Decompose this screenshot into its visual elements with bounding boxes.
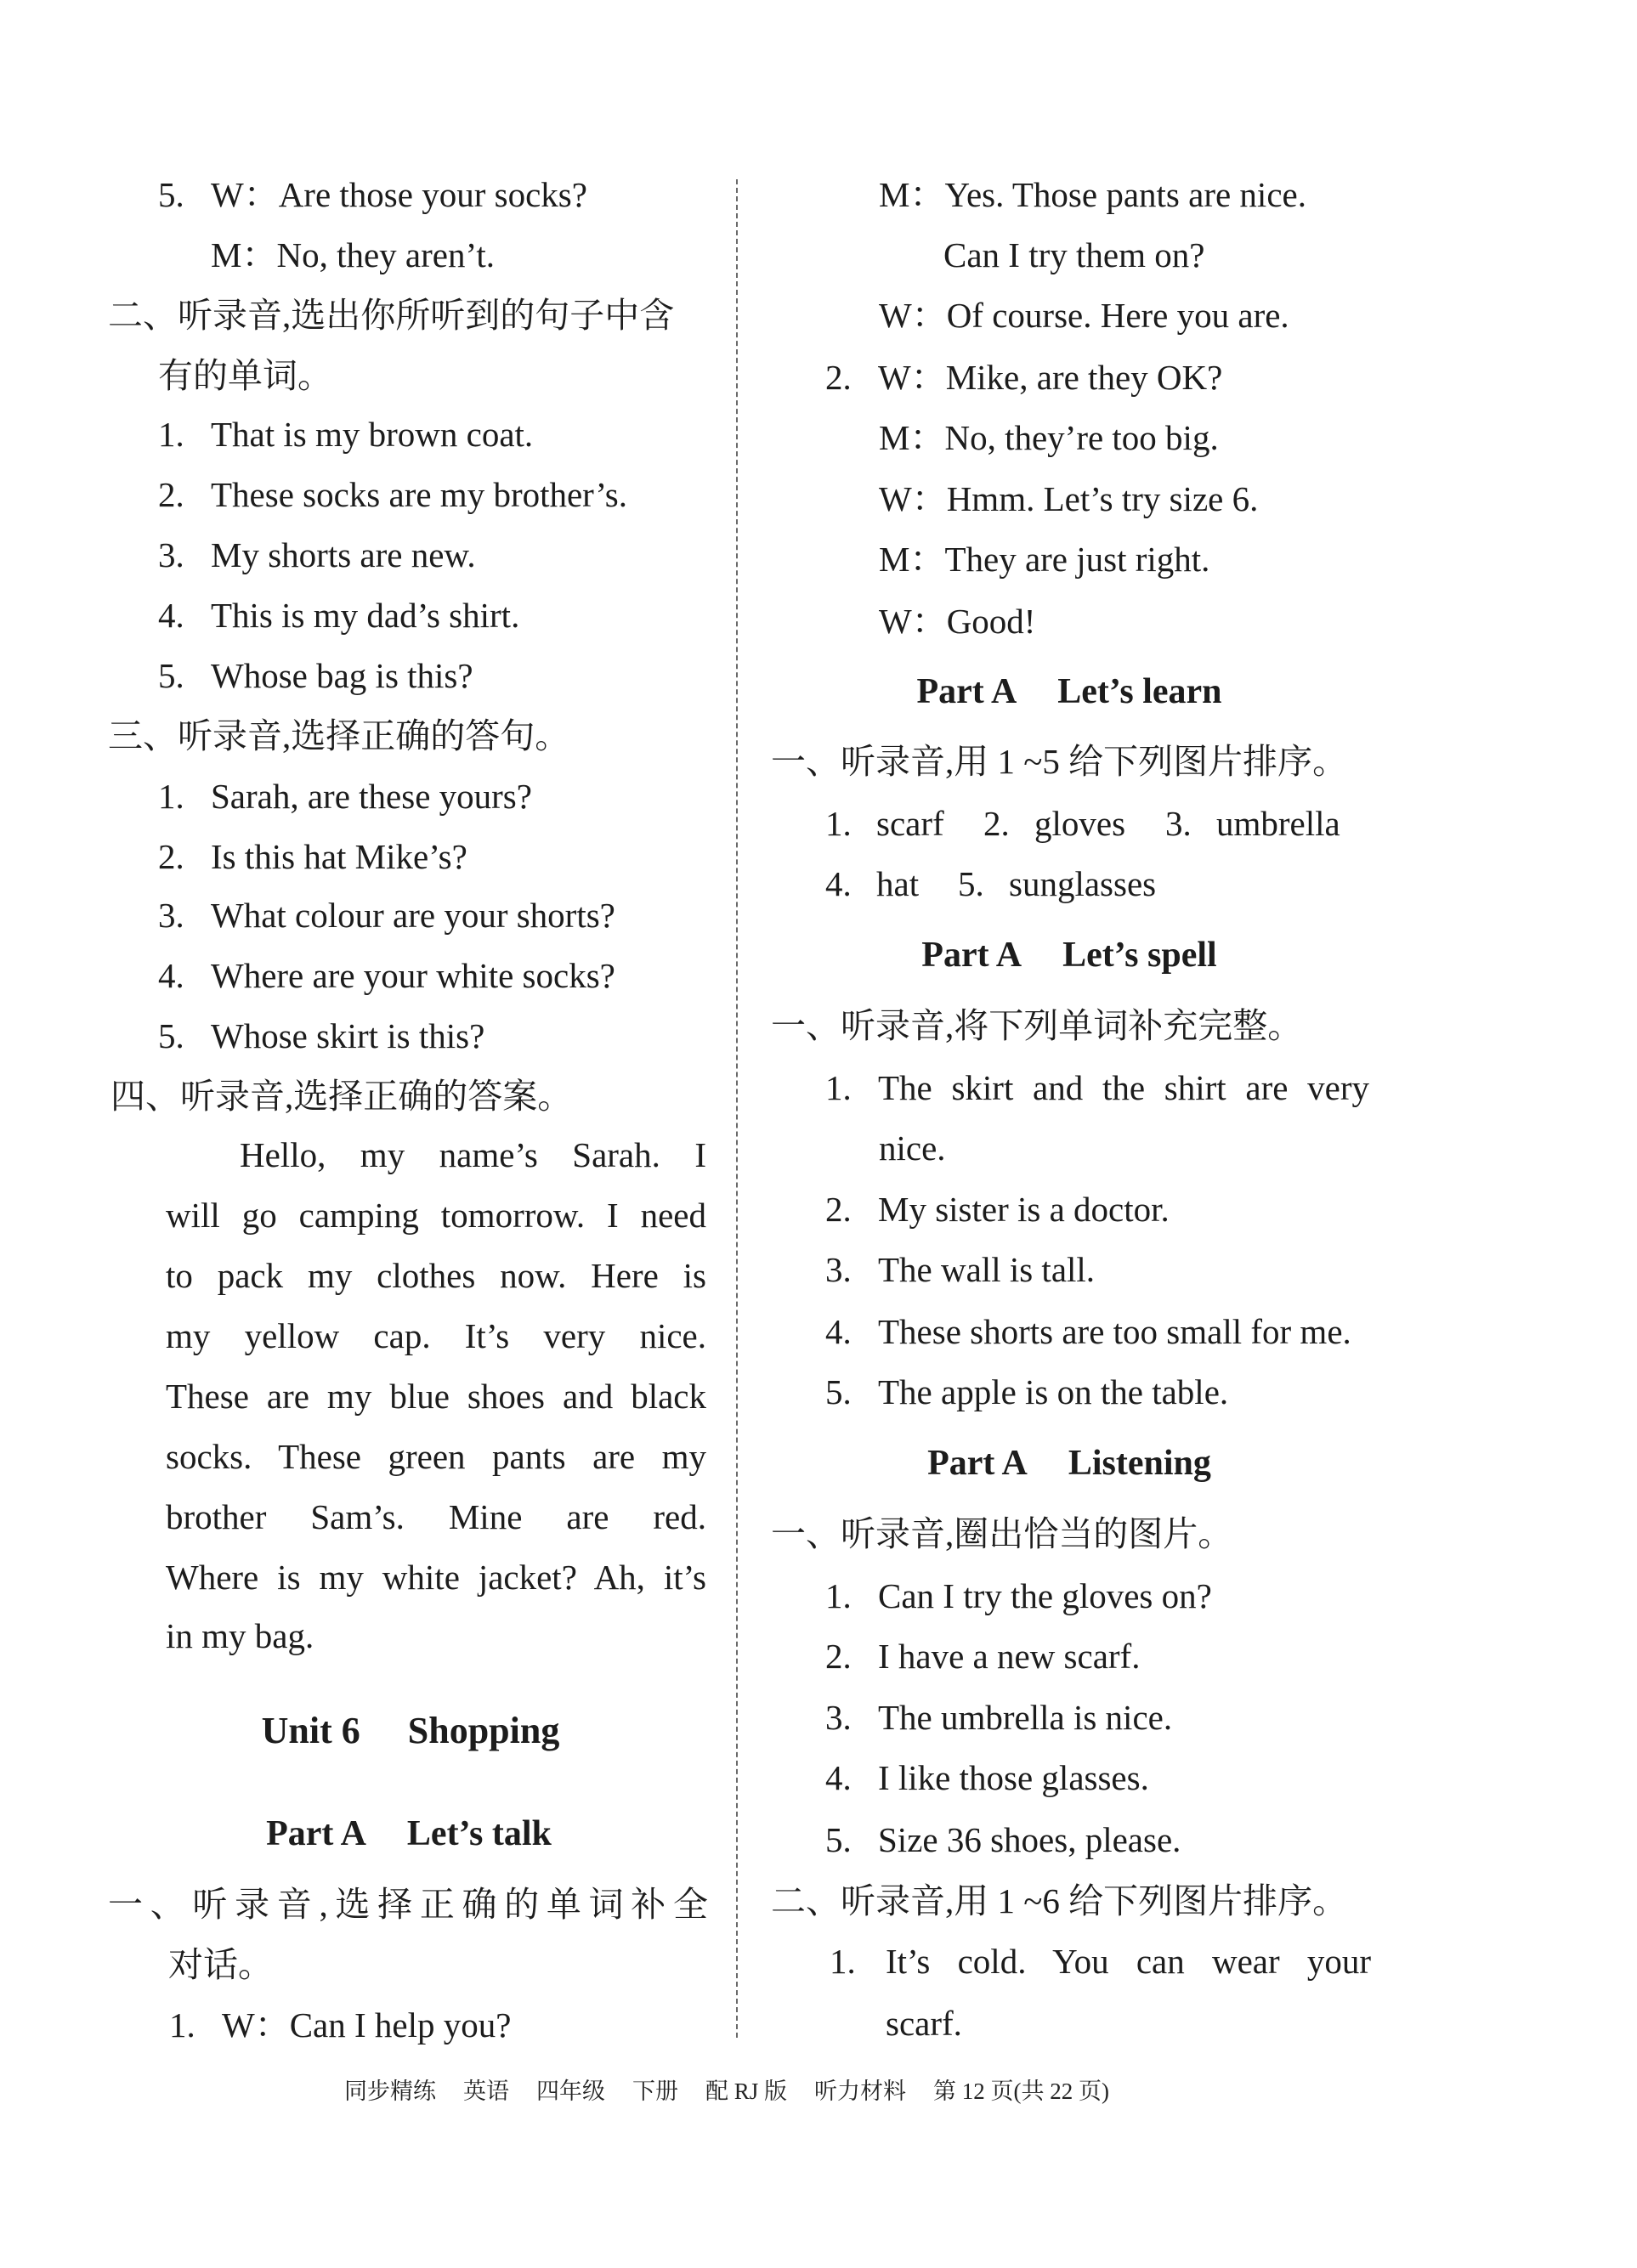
item-text: That is my brown coat.: [211, 415, 534, 454]
item-number: 4.: [825, 1758, 852, 1797]
item-number: 1.: [830, 1942, 856, 1981]
item-number: 3.: [825, 1698, 852, 1737]
speaker-label: M：: [879, 418, 945, 457]
item-number: 4.: [158, 596, 184, 635]
item-text: I like those glasses.: [878, 1758, 1149, 1797]
item-text: Whose skirt is this?: [211, 1016, 485, 1055]
part-name: Let’s learn: [1057, 672, 1222, 711]
item-number: 1.: [825, 1576, 852, 1615]
part-name: Let’s spell: [1062, 936, 1217, 975]
list-item: [825, 1688, 1172, 1748]
list-item: [158, 766, 532, 827]
item-text: Is this hat Mike’s?: [211, 837, 467, 876]
list-item: [158, 646, 473, 706]
dialogue-text: No, they’re too big.: [944, 418, 1219, 457]
dialogue-line: [879, 529, 1209, 590]
item-number: 1.: [825, 1068, 852, 1107]
dialogue-line: [169, 1995, 511, 2056]
item-text: Whose bag is this?: [211, 656, 473, 695]
passage-line: in my bag.: [166, 1616, 314, 1655]
item-text: This is my dad’s shirt.: [211, 596, 520, 635]
item-word: sunglasses: [1009, 864, 1157, 903]
passage-line: Hello, my name’s Sarah. I: [240, 1135, 706, 1174]
unit-name: Shopping: [407, 1710, 560, 1751]
item-text: The wall is tall.: [878, 1250, 1096, 1289]
part-label: Part A: [921, 936, 1022, 975]
passage-line: brother Sam’s. Mine are red.: [166, 1497, 706, 1536]
passage-line: my yellow cap. It’s very nice.: [166, 1316, 706, 1355]
list-item: [158, 525, 476, 585]
item-number: 3.: [158, 896, 184, 935]
footer-book: 同步精练: [344, 2079, 436, 2104]
passage-line: socks. These green pants are my: [166, 1437, 706, 1476]
unit-number: Unit 6: [261, 1710, 360, 1751]
item-text: My sister is a doctor.: [878, 1190, 1170, 1229]
word-item: [958, 854, 1156, 914]
speaker-label: M：: [879, 175, 945, 214]
item-text-continued: scarf.: [886, 2004, 962, 2043]
item-number: 5.: [958, 864, 984, 903]
item-number: 2.: [825, 1190, 852, 1229]
passage-line: Where is my white jacket? Ah, it’s: [166, 1558, 706, 1597]
column-divider: [736, 179, 738, 2038]
item-number: 4.: [825, 864, 852, 903]
part-title-lets-spell: [814, 925, 1324, 986]
dialogue-line: [879, 165, 1306, 225]
item-text: My shorts are new.: [211, 535, 476, 574]
item-text: The umbrella is nice.: [878, 1698, 1173, 1737]
speaker-label: W：: [879, 602, 947, 641]
dialogue-text: Can I help you?: [289, 2005, 512, 2045]
section-heading: 三、听录音,选择正确的答句。: [108, 716, 570, 755]
dialogue-line: [825, 348, 1222, 408]
item-text: Can I try the gloves on?: [878, 1576, 1212, 1615]
dialogue-text: Hmm. Let’s try size 6.: [946, 479, 1259, 518]
list-item: [158, 827, 467, 887]
item-word: gloves: [1034, 804, 1126, 843]
passage-line: to pack my clothes now. Here is: [166, 1256, 706, 1295]
item-number: 1.: [158, 777, 184, 816]
footer-edition: 配 RJ 版: [705, 2079, 788, 2104]
item-number: 5.: [158, 1016, 184, 1055]
item-text: What colour are your shorts?: [211, 896, 615, 935]
item-number: 5.: [825, 1820, 852, 1859]
passage-line: will go camping tomorrow. I need: [166, 1196, 706, 1235]
item-word: umbrella: [1216, 804, 1340, 843]
footer-material: 听力材料: [814, 2079, 907, 2104]
item-text: These socks are my brother’s.: [211, 475, 627, 514]
dialogue-text: Good!: [946, 602, 1036, 641]
item-text: The skirt and the shirt are very: [878, 1068, 1369, 1107]
list-item: [825, 1058, 1369, 1118]
dialogue-line: [879, 469, 1258, 529]
item-text: The apple is on the table.: [878, 1372, 1229, 1411]
item-number: 5.: [825, 1372, 852, 1411]
dialogue-text-continued: Can I try them on?: [943, 235, 1205, 274]
part-name: Listening: [1068, 1444, 1211, 1483]
dialogue-line: [211, 225, 495, 286]
list-item: [825, 1748, 1149, 1808]
part-label: Part A: [916, 672, 1017, 711]
item-text: Size 36 shoes, please.: [878, 1820, 1181, 1859]
section-heading: 二、听录音,选出你所听到的句子中含: [108, 296, 675, 335]
footer-grade: 四年级: [536, 2079, 605, 2104]
section-heading-continued: 对话。: [168, 1945, 273, 1984]
item-number: 5.: [158, 175, 184, 214]
item-text: Sarah, are these yours?: [211, 777, 532, 816]
item-text: I have a new scarf.: [878, 1637, 1141, 1676]
word-item: [825, 854, 919, 914]
list-item: [158, 465, 627, 525]
item-text: These shorts are too small for me.: [878, 1312, 1351, 1351]
list-item: [825, 1240, 1095, 1300]
speaker-label: M：: [879, 540, 945, 579]
list-item: [158, 1006, 484, 1066]
section-heading: 一、听录音,选择正确的单词补全: [108, 1885, 708, 1924]
list-item: [830, 1931, 1371, 1992]
dialogue-text: Are those your socks?: [278, 175, 587, 214]
list-item: [825, 1179, 1170, 1240]
item-number: 2.: [825, 1637, 852, 1676]
dialogue-text: Of course. Here you are.: [946, 296, 1289, 335]
item-number: 5.: [158, 656, 184, 695]
speaker-label: W：: [879, 296, 947, 335]
word-item: [825, 794, 944, 854]
item-number: 3.: [825, 1250, 852, 1289]
item-word: hat: [876, 864, 920, 903]
page-footer: [344, 2074, 1109, 2108]
section-heading-continued: 有的单词。: [158, 356, 332, 395]
item-number: 2.: [158, 837, 184, 876]
item-number: 1.: [158, 415, 184, 454]
part-title-lets-talk: [154, 1804, 664, 1864]
dialogue-text: They are just right.: [944, 540, 1210, 579]
item-number: 2.: [825, 358, 852, 397]
item-text-continued: nice.: [879, 1128, 946, 1168]
list-item: [825, 1810, 1181, 1870]
word-item: [983, 794, 1125, 854]
part-label: Part A: [266, 1814, 366, 1853]
word-item: [1165, 794, 1340, 854]
section-heading: 一、听录音,圈出恰当的图片。: [771, 1514, 1233, 1553]
part-label: Part A: [927, 1444, 1028, 1483]
part-name: Let’s talk: [406, 1814, 552, 1853]
footer-subject: 英语: [463, 2079, 509, 2104]
item-word: scarf: [876, 804, 944, 843]
list-item: [825, 1362, 1228, 1422]
item-number: 2.: [983, 804, 1010, 843]
part-title-listening: [814, 1434, 1324, 1494]
section-heading: 一、听录音,将下列单词补充完整。: [771, 1006, 1303, 1045]
dialogue-text: No, they aren’t.: [276, 235, 496, 274]
item-number: 2.: [158, 475, 184, 514]
passage-line: These are my blue shoes and black: [166, 1377, 706, 1416]
dialogue-line: [879, 408, 1219, 468]
list-item: [825, 1566, 1212, 1626]
section-heading: 一、听录音,用 1 ~5 给下列图片排序。: [771, 742, 1348, 781]
list-item: [158, 404, 533, 465]
dialogue-line: [158, 165, 587, 225]
list-item: [158, 885, 615, 946]
dialogue-text: Yes. Those pants are nice.: [944, 175, 1306, 214]
item-number: 3.: [1165, 804, 1192, 843]
section-heading: 二、听录音,用 1 ~6 给下列图片排序。: [771, 1881, 1348, 1920]
list-item: [158, 585, 519, 646]
list-item: [158, 946, 615, 1006]
item-number: 4.: [825, 1312, 852, 1351]
item-text: It’s cold. You can wear your: [886, 1942, 1371, 1981]
item-number: 1.: [825, 804, 852, 843]
item-number: 3.: [158, 535, 184, 574]
dialogue-line: [879, 286, 1289, 346]
section-heading: 四、听录音,选择正确的答案。: [110, 1077, 573, 1116]
dialogue-line: [879, 591, 1035, 652]
item-text: Where are your white socks?: [211, 956, 615, 995]
footer-volume: 下册: [632, 2079, 678, 2104]
speaker-label: M：: [211, 235, 277, 274]
footer-page-number: 第 12 页(共 22 页): [933, 2079, 1110, 2104]
speaker-label: W：: [878, 358, 946, 397]
speaker-label: W：: [211, 175, 279, 214]
item-number: 4.: [158, 956, 184, 995]
speaker-label: W：: [879, 479, 947, 518]
item-number: 1.: [169, 2005, 195, 2045]
list-item: [825, 1302, 1351, 1362]
list-item: [825, 1626, 1140, 1687]
dialogue-text: Mike, are they OK?: [945, 358, 1223, 397]
speaker-label: W：: [222, 2005, 290, 2045]
unit-title: [156, 1700, 666, 1761]
part-title-lets-learn: [814, 662, 1324, 722]
